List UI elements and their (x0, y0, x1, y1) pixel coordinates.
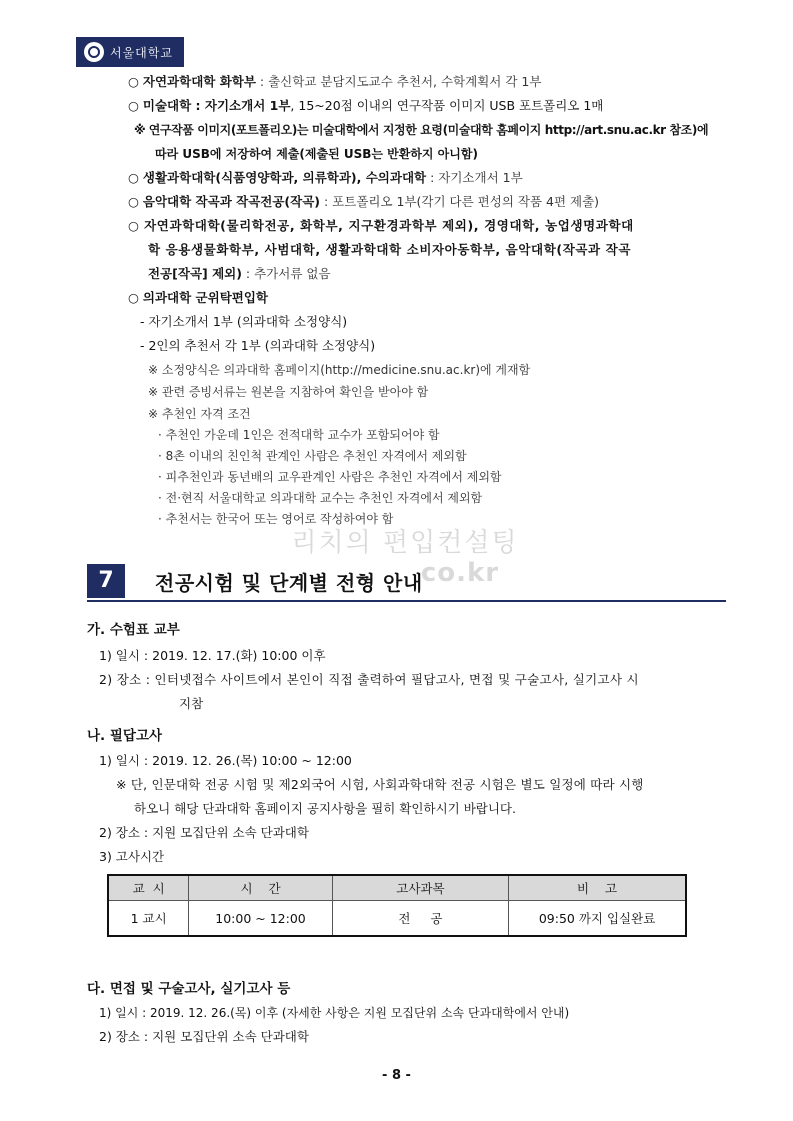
university-name: 서울대학교 (110, 45, 173, 60)
list-item: ○ 의과대학 군위탁편입학 (128, 290, 269, 305)
list-item: ○ 자연과학대학 화학부 : 출신학교 분담지도교수 추천서, 수학계획서 각 1부 (128, 74, 542, 89)
medical-note-1: ※ 소정양식은 의과대학 홈페이지(http://medicine.snu.ac.kr)에 게재함 (148, 363, 531, 377)
location-line: 2) 장소 : 인터넷접수 사이트에서 본인이 직접 출력하여 필답고사, 면접 및 구술고사, 실기고사 시 (99, 672, 639, 687)
list-item: ○ 미술대학 : 자기소개서 1부, 15~20점 이내의 연구작품 이미지 USB 포트폴리오 1매 (128, 98, 604, 113)
university-seal-icon (84, 42, 104, 62)
table-cell: 전 공 (332, 901, 508, 937)
medical-note-3: ※ 추천인 자격 조건 (148, 407, 251, 421)
medical-note-2: ※ 관련 증빙서류는 원본을 지참하여 확인을 받아야 함 (148, 385, 429, 399)
medical-dash-1: - 자기소개서 1부 (의과대학 소정양식) (140, 314, 348, 329)
location-line: 2) 장소 : 지원 모집단위 소속 단과대학 (99, 1029, 309, 1044)
list-item: ○ 생활과학대학(식품영양학과, 의류학과), 수의과대학 : 자기소개서 1부 (128, 170, 523, 185)
list-item: ○ 음악대학 작곡과 작곡전공(작곡) : 포트폴리오 1부(각기 다른 편성의 작품 4편 제출) (128, 194, 600, 209)
location-line-cont: 지참 (179, 696, 204, 711)
schedule-line: 1) 일시 : 2019. 12. 26.(목) 10:00 ~ 12:00 (99, 753, 352, 768)
condition-item: · 추천서는 한국어 또는 영어로 작성하여야 함 (158, 512, 394, 526)
table-header: 비 고 (509, 875, 686, 901)
university-logo-badge (76, 37, 184, 67)
table-cell: 1 교시 (108, 901, 189, 937)
note-line: ※ 단, 인문대학 전공 시험 및 제2외국어 시험, 사회과학대학 전공 시험은 별도 일정에 따라 시행 (116, 777, 644, 792)
list-item-cont: 전공[작곡] 제외) : 추가서류 없음 (148, 266, 331, 281)
schedule-line: 1) 일시 : 2019. 12. 17.(화) 10:00 이후 (99, 648, 326, 663)
table-row (108, 901, 686, 937)
table-header-row (108, 875, 686, 901)
table-cell: 10:00 ~ 12:00 (189, 901, 333, 937)
subsection-title-a: 가. 수험표 교부 (87, 622, 180, 638)
table-header: 교 시 (108, 875, 189, 901)
watermark-line-2: co.kr (420, 558, 500, 588)
table-cell: 09:50 까지 입실완료 (509, 901, 686, 937)
note-item: ※ 연구작품 이미지(포트폴리오)는 미술대학에서 지정한 요령(미술대학 홈페이지 http://art.snu.ac.kr 참조)에 (134, 123, 709, 137)
section-number-badge: 7 (87, 564, 125, 598)
schedule-line: 1) 일시 : 2019. 12. 26.(목) 이후 (자세한 사항은 지원 모집단위 소속 단과대학에서 안내) (99, 1006, 570, 1020)
condition-item: · 추천인 가운데 1인은 전적대학 교수가 포함되어야 함 (158, 428, 440, 442)
list-item: ○ 자연과학대학(물리학전공, 화학부, 지구환경과학부 제외), 경영대학, 농업생명과학대 (128, 218, 634, 233)
section-title: 전공시험 및 단계별 전형 안내 (155, 571, 423, 595)
condition-item: · 피추천인과 동년배의 교우관계인 사람은 추천인 자격에서 제외함 (158, 470, 502, 484)
table-header: 고사과목 (332, 875, 508, 901)
condition-item: · 전·현직 서울대학교 의과대학 교수는 추천인 자격에서 제외함 (158, 491, 483, 505)
watermark-line-1: 리치의 편입컨설팅 (291, 528, 519, 558)
section-heading (87, 560, 726, 602)
section-divider (87, 600, 726, 602)
exam-schedule-table (107, 874, 687, 937)
condition-item: · 8촌 이내의 친인척 관계인 사람은 추천인 자격에서 제외함 (158, 449, 467, 463)
subsection-title-c: 다. 면접 및 구술고사, 실기고사 등 (87, 981, 291, 997)
page-number: - 8 - (382, 1068, 411, 1083)
subsection-title-b: 나. 필답고사 (87, 728, 163, 744)
table-header: 시 간 (189, 875, 333, 901)
medical-dash-2: - 2인의 추천서 각 1부 (의과대학 소정양식) (140, 338, 376, 353)
list-item-cont: 학 응용생물화학부, 사범대학, 생활과학대학 소비자아동학부, 음악대학(작곡과 작곡 (148, 242, 632, 257)
note-item-cont: 따라 USB에 저장하여 제출(제출된 USB는 반환하지 아니함) (155, 147, 478, 161)
note-line-cont: 하오니 해당 단과대학 홈페이지 공지사항을 필히 확인하시기 바랍니다. (134, 801, 516, 816)
exam-time-label: 3) 고사시간 (99, 849, 165, 864)
location-line: 2) 장소 : 지원 모집단위 소속 단과대학 (99, 825, 309, 840)
